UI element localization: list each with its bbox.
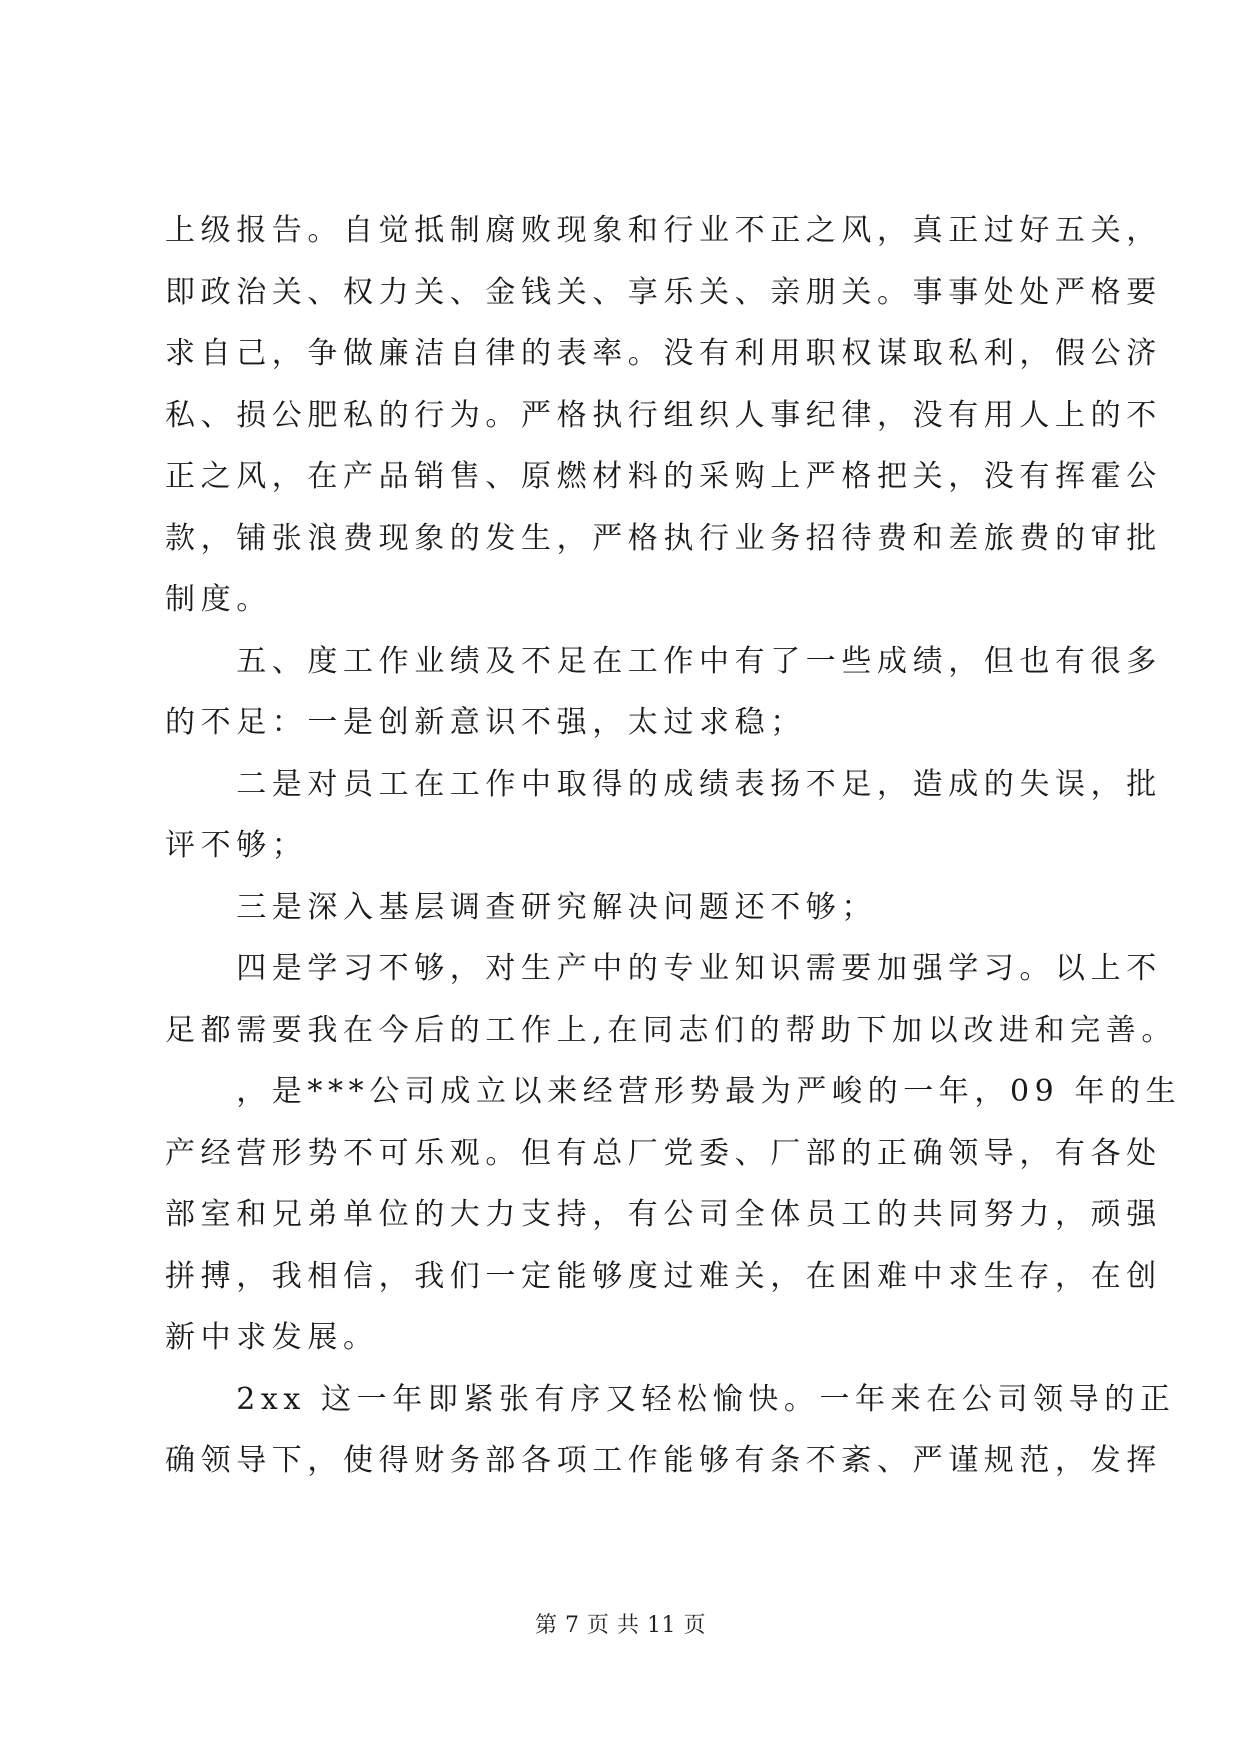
text-line: 三是深入基层调查研究解决问题还不够； [165, 889, 877, 925]
text-line: 部室和兄弟单位的大力支持，有公司全体员工的共同努力，顽强 [165, 1197, 1162, 1232]
text-line: 产经营形势不可乐观。但有总厂党委、厂部的正确领导，有各处 [165, 1135, 1162, 1171]
text-line: 评不够； [165, 828, 308, 863]
text-line: 即政治关、权力关、金钱关、享乐关、亲朋关。事事处处严格要 [165, 274, 1162, 310]
text-line: ，是***公司成立以来经营形势最为严峻的一年，09 年的生 [165, 1074, 1182, 1109]
text-line: 二是对员工在工作中取得的成绩表扬不足，造成的失误，批 [165, 766, 1162, 802]
text-line: 新中求发展。 [165, 1320, 379, 1355]
text-line: 上级报告。自觉抵制腐败现象和行业不正之风，真正过好五关， [165, 213, 1162, 248]
page-number-footer: 第 7 页 共 11 页 [535, 1613, 706, 1638]
text-line: 的不足：一是创新意识不强，太过求稳； [165, 705, 806, 740]
text-line: 拼搏，我相信，我们一定能够度过难关，在困难中求生存，在创 [165, 1258, 1162, 1294]
text-line: 私、损公肥私的行为。严格执行组织人事纪律，没有用人上的不 [165, 397, 1162, 433]
text-line: 正之风，在产品销售、原燃材料的采购上严格把关，没有挥霍公 [165, 459, 1162, 494]
text-line: 四是学习不够，对生产中的专业知识需要加强学习。以上不 [165, 951, 1162, 986]
text-line: 五、度工作业绩及不足在工作中有了一些成绩，但也有很多 [165, 643, 1162, 679]
text-line: 足都需要我在今后的工作上,在同志们的帮助下加以改进和完善。 [165, 1012, 1177, 1048]
document-body [165, 200, 1182, 1492]
text-line: 确领导下，使得财务部各项工作能够有条不紊、严谨规范，发挥 [165, 1443, 1162, 1478]
text-line: 制度。 [165, 582, 272, 617]
text-line: 求自己，争做廉洁自律的表率。没有利用职权谋取私利，假公济 [165, 336, 1162, 371]
text-line: 款，铺张浪费现象的发生，严格执行业务招待费和差旅费的审批 [165, 520, 1162, 556]
text-line: 2xx 这一年即紧张有序又轻松愉快。一年来在公司领导的正 [165, 1381, 1176, 1417]
